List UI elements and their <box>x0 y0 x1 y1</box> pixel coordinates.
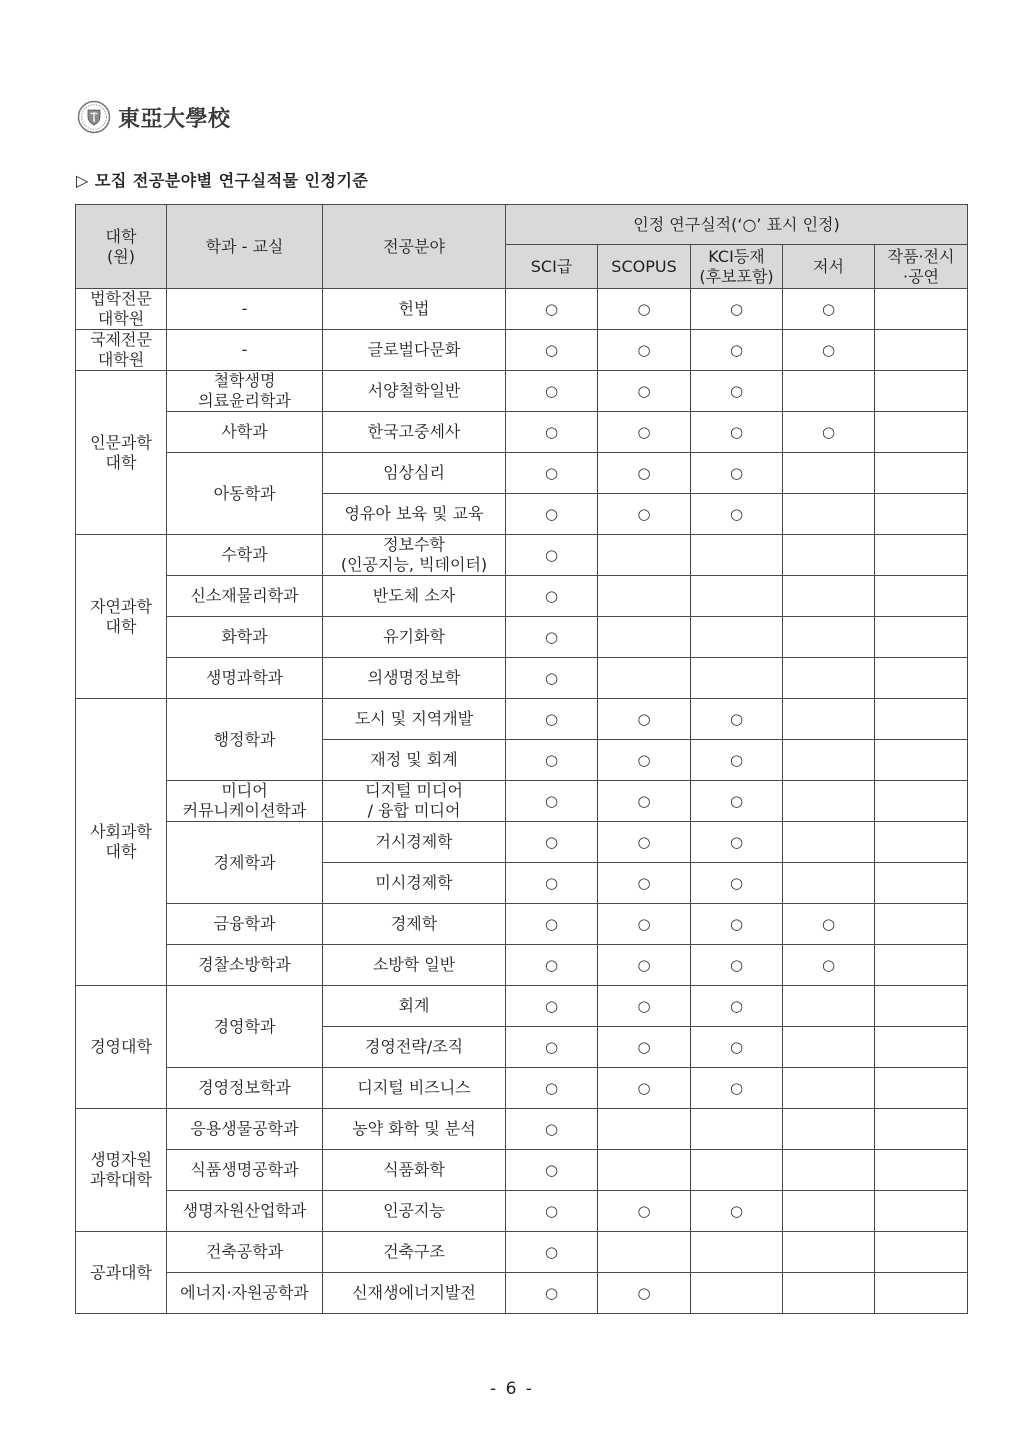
mark-cell-scopus: ○ <box>598 371 691 412</box>
table-row <box>76 699 968 740</box>
department-cell: 경제학과 <box>167 822 323 904</box>
department-cell: 신소재물리학과 <box>167 576 323 617</box>
major-cell: 인공지능 <box>323 1191 506 1232</box>
mark-cell-book <box>783 1109 875 1150</box>
mark-cell-sci: ○ <box>506 535 598 576</box>
table-row <box>76 1232 968 1273</box>
mark-cell-artwork <box>875 1027 968 1068</box>
mark-cell-kci: ○ <box>691 453 783 494</box>
mark-cell-artwork <box>875 330 968 371</box>
mark-cell-scopus: ○ <box>598 945 691 986</box>
department-cell: - <box>167 330 323 371</box>
department-cell: 응용생물공학과 <box>167 1109 323 1150</box>
major-cell: 경제학 <box>323 904 506 945</box>
major-cell: 도시 및 지역개발 <box>323 699 506 740</box>
mark-cell-scopus: ○ <box>598 330 691 371</box>
major-cell: 유기화학 <box>323 617 506 658</box>
mark-cell-kci <box>691 1150 783 1191</box>
mark-cell-kci <box>691 535 783 576</box>
major-cell: 소방학 일반 <box>323 945 506 986</box>
mark-cell-sci: ○ <box>506 1109 598 1150</box>
mark-cell-artwork <box>875 535 968 576</box>
mark-cell-kci: ○ <box>691 945 783 986</box>
table-row <box>76 781 968 822</box>
department-cell: 식품생명공학과 <box>167 1150 323 1191</box>
mark-cell-book <box>783 822 875 863</box>
mark-cell-scopus <box>598 1109 691 1150</box>
mark-cell-kci: ○ <box>691 740 783 781</box>
mark-cell-kci <box>691 1109 783 1150</box>
table-row <box>76 945 968 986</box>
major-cell: 디지털 비즈니스 <box>323 1068 506 1109</box>
mark-cell-scopus: ○ <box>598 986 691 1027</box>
mark-cell-scopus <box>598 658 691 699</box>
mark-cell-sci: ○ <box>506 330 598 371</box>
mark-cell-scopus: ○ <box>598 289 691 330</box>
mark-cell-artwork <box>875 986 968 1027</box>
mark-cell-artwork <box>875 1232 968 1273</box>
mark-cell-sci: ○ <box>506 1027 598 1068</box>
college-cell: 법학전문 대학원 <box>76 289 167 330</box>
mark-cell-kci: ○ <box>691 699 783 740</box>
mark-cell-kci: ○ <box>691 822 783 863</box>
mark-cell-artwork <box>875 453 968 494</box>
mark-cell-book: ○ <box>783 289 875 330</box>
mark-cell-artwork <box>875 945 968 986</box>
table-row <box>76 453 968 494</box>
mark-cell-artwork <box>875 1068 968 1109</box>
header-major: 전공분야 <box>323 205 506 289</box>
header-college: 대학 (원) <box>76 205 167 289</box>
table-row <box>76 617 968 658</box>
mark-cell-book <box>783 986 875 1027</box>
mark-cell-sci: ○ <box>506 289 598 330</box>
header-scopus: SCOPUS <box>598 245 691 289</box>
department-cell: 행정학과 <box>167 699 323 781</box>
mark-cell-kci <box>691 1232 783 1273</box>
mark-cell-sci: ○ <box>506 1273 598 1314</box>
mark-cell-sci: ○ <box>506 986 598 1027</box>
mark-cell-book <box>783 576 875 617</box>
mark-cell-book <box>783 1150 875 1191</box>
mark-cell-artwork <box>875 289 968 330</box>
college-cell: 경영대학 <box>76 986 167 1109</box>
mark-cell-sci: ○ <box>506 1232 598 1273</box>
mark-cell-sci: ○ <box>506 945 598 986</box>
major-cell: 정보수학 (인공지능, 빅데이터) <box>323 535 506 576</box>
mark-cell-book <box>783 453 875 494</box>
mark-cell-kci: ○ <box>691 371 783 412</box>
mark-cell-scopus: ○ <box>598 699 691 740</box>
department-cell: 화학과 <box>167 617 323 658</box>
mark-cell-artwork <box>875 412 968 453</box>
department-cell: 에너지·자원공학과 <box>167 1273 323 1314</box>
mark-cell-artwork <box>875 1150 968 1191</box>
mark-cell-artwork <box>875 1109 968 1150</box>
mark-cell-kci <box>691 1273 783 1314</box>
department-cell: 철학생명 의료윤리학과 <box>167 371 323 412</box>
major-cell: 헌법 <box>323 289 506 330</box>
mark-cell-book <box>783 1068 875 1109</box>
table-row <box>76 1191 968 1232</box>
mark-cell-kci: ○ <box>691 1191 783 1232</box>
mark-cell-artwork <box>875 781 968 822</box>
header-kci: KCI등재 (후보포함) <box>691 245 783 289</box>
mark-cell-book <box>783 535 875 576</box>
major-cell: 한국고중세사 <box>323 412 506 453</box>
table-row <box>76 986 968 1027</box>
college-cell: 공과대학 <box>76 1232 167 1314</box>
mark-cell-kci <box>691 576 783 617</box>
table-row <box>76 1068 968 1109</box>
college-cell: 자연과학 대학 <box>76 535 167 699</box>
major-cell: 반도체 소자 <box>323 576 506 617</box>
mark-cell-kci: ○ <box>691 1068 783 1109</box>
mark-cell-scopus: ○ <box>598 412 691 453</box>
mark-cell-scopus <box>598 617 691 658</box>
mark-cell-book <box>783 1273 875 1314</box>
major-cell: 재정 및 회계 <box>323 740 506 781</box>
university-logo <box>77 99 231 135</box>
mark-cell-sci: ○ <box>506 822 598 863</box>
mark-cell-sci: ○ <box>506 412 598 453</box>
mark-cell-scopus <box>598 576 691 617</box>
mark-cell-scopus: ○ <box>598 453 691 494</box>
mark-cell-artwork <box>875 699 968 740</box>
mark-cell-kci: ○ <box>691 494 783 535</box>
mark-cell-scopus: ○ <box>598 1273 691 1314</box>
mark-cell-sci: ○ <box>506 740 598 781</box>
table-row <box>76 822 968 863</box>
mark-cell-book: ○ <box>783 945 875 986</box>
mark-cell-scopus <box>598 1232 691 1273</box>
mark-cell-kci <box>691 617 783 658</box>
table-row <box>76 330 968 371</box>
table-row <box>76 1109 968 1150</box>
university-seal-icon <box>77 100 111 134</box>
table-body <box>76 289 968 1314</box>
major-cell: 식품화학 <box>323 1150 506 1191</box>
department-cell: 경영학과 <box>167 986 323 1068</box>
mark-cell-book <box>783 781 875 822</box>
research-criteria-table <box>75 204 967 1314</box>
college-cell: 인문과학 대학 <box>76 371 167 535</box>
department-cell: 생명과학과 <box>167 658 323 699</box>
mark-cell-kci: ○ <box>691 986 783 1027</box>
mark-cell-scopus: ○ <box>598 781 691 822</box>
logo-text: 東亞大學校 <box>118 105 231 132</box>
mark-cell-sci: ○ <box>506 453 598 494</box>
mark-cell-scopus <box>598 535 691 576</box>
mark-cell-kci: ○ <box>691 289 783 330</box>
table-row <box>76 535 968 576</box>
mark-cell-sci: ○ <box>506 1150 598 1191</box>
department-cell: 금융학과 <box>167 904 323 945</box>
table-row <box>76 658 968 699</box>
college-cell: 사회과학 대학 <box>76 699 167 986</box>
header-book: 저서 <box>783 245 875 289</box>
mark-cell-kci: ○ <box>691 904 783 945</box>
mark-cell-scopus: ○ <box>598 1027 691 1068</box>
mark-cell-book <box>783 371 875 412</box>
mark-cell-book <box>783 740 875 781</box>
mark-cell-artwork <box>875 658 968 699</box>
department-cell: 수학과 <box>167 535 323 576</box>
mark-cell-book <box>783 1191 875 1232</box>
department-cell: 경영정보학과 <box>167 1068 323 1109</box>
major-cell: 서양철학일반 <box>323 371 506 412</box>
major-cell: 글로벌다문화 <box>323 330 506 371</box>
department-cell: 생명자원산업학과 <box>167 1191 323 1232</box>
mark-cell-sci: ○ <box>506 617 598 658</box>
header-department: 학과 - 교실 <box>167 205 323 289</box>
mark-cell-sci: ○ <box>506 576 598 617</box>
mark-cell-artwork <box>875 1191 968 1232</box>
mark-cell-book <box>783 1027 875 1068</box>
department-cell: 건축공학과 <box>167 1232 323 1273</box>
mark-cell-artwork <box>875 617 968 658</box>
page-number: - 6 - <box>490 1379 534 1399</box>
mark-cell-sci: ○ <box>506 904 598 945</box>
table-row <box>76 412 968 453</box>
mark-cell-artwork <box>875 822 968 863</box>
mark-cell-sci: ○ <box>506 781 598 822</box>
major-cell: 영유아 보육 및 교육 <box>323 494 506 535</box>
department-cell: - <box>167 289 323 330</box>
mark-cell-sci: ○ <box>506 1068 598 1109</box>
section-title: ▷ 모집 전공분야별 연구실적물 인정기준 <box>76 171 369 190</box>
mark-cell-sci: ○ <box>506 494 598 535</box>
department-cell: 경찰소방학과 <box>167 945 323 986</box>
department-cell: 미디어 커뮤니케이션학과 <box>167 781 323 822</box>
college-cell: 국제전문 대학원 <box>76 330 167 371</box>
mark-cell-scopus: ○ <box>598 904 691 945</box>
mark-cell-scopus: ○ <box>598 822 691 863</box>
department-cell: 사학과 <box>167 412 323 453</box>
department-cell: 아동학과 <box>167 453 323 535</box>
major-cell: 신재생에너지발전 <box>323 1273 506 1314</box>
mark-cell-scopus: ○ <box>598 740 691 781</box>
mark-cell-book: ○ <box>783 330 875 371</box>
table-header-row <box>76 205 968 245</box>
mark-cell-book <box>783 1232 875 1273</box>
header-sci: SCI급 <box>506 245 598 289</box>
mark-cell-kci: ○ <box>691 1027 783 1068</box>
major-cell: 거시경제학 <box>323 822 506 863</box>
mark-cell-book <box>783 617 875 658</box>
mark-cell-sci: ○ <box>506 371 598 412</box>
mark-cell-book <box>783 699 875 740</box>
major-cell: 디지털 미디어 / 융합 미디어 <box>323 781 506 822</box>
mark-cell-sci: ○ <box>506 1191 598 1232</box>
table-row <box>76 904 968 945</box>
mark-cell-kci <box>691 658 783 699</box>
major-cell: 건축구조 <box>323 1232 506 1273</box>
table-row <box>76 289 968 330</box>
mark-cell-sci: ○ <box>506 658 598 699</box>
mark-cell-book: ○ <box>783 904 875 945</box>
major-cell: 회계 <box>323 986 506 1027</box>
mark-cell-artwork <box>875 494 968 535</box>
mark-cell-kci: ○ <box>691 330 783 371</box>
mark-cell-artwork <box>875 863 968 904</box>
mark-cell-book <box>783 658 875 699</box>
mark-cell-scopus: ○ <box>598 494 691 535</box>
mark-cell-kci: ○ <box>691 781 783 822</box>
college-cell: 생명자원 과학대학 <box>76 1109 167 1232</box>
table-row <box>76 1150 968 1191</box>
major-cell: 경영전략/조직 <box>323 1027 506 1068</box>
table-row <box>76 371 968 412</box>
mark-cell-artwork <box>875 371 968 412</box>
header-artwork: 작품·전시 ·공연 <box>875 245 968 289</box>
mark-cell-scopus: ○ <box>598 1068 691 1109</box>
major-cell: 농약 화학 및 분석 <box>323 1109 506 1150</box>
mark-cell-artwork <box>875 576 968 617</box>
mark-cell-artwork <box>875 740 968 781</box>
mark-cell-kci: ○ <box>691 412 783 453</box>
mark-cell-sci: ○ <box>506 699 598 740</box>
mark-cell-book <box>783 863 875 904</box>
mark-cell-artwork <box>875 904 968 945</box>
mark-cell-artwork <box>875 1273 968 1314</box>
mark-cell-sci: ○ <box>506 863 598 904</box>
major-cell: 임상심리 <box>323 453 506 494</box>
major-cell: 미시경제학 <box>323 863 506 904</box>
mark-cell-book: ○ <box>783 412 875 453</box>
mark-cell-book <box>783 494 875 535</box>
mark-cell-scopus: ○ <box>598 1191 691 1232</box>
table-row <box>76 576 968 617</box>
mark-cell-scopus: ○ <box>598 863 691 904</box>
mark-cell-kci: ○ <box>691 863 783 904</box>
major-cell: 의생명정보학 <box>323 658 506 699</box>
table-row <box>76 1273 968 1314</box>
mark-cell-scopus <box>598 1150 691 1191</box>
header-recognition: 인정 연구실적(‘○’ 표시 인정) <box>506 205 968 245</box>
